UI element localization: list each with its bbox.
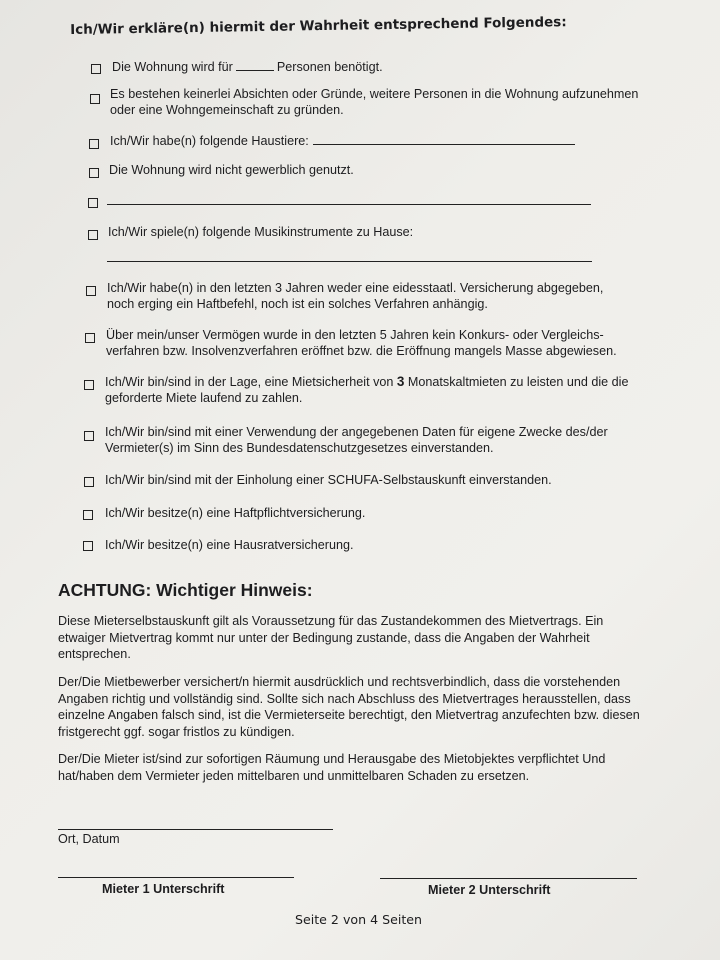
checkbox-instruments[interactable]: [88, 230, 98, 240]
checkbox-persons[interactable]: [91, 64, 101, 74]
warning-paragraph-2: Der/Die Mietbewerber versichert/n hiermit ausdrücklich und rechtsverbindlich, dass die vorstehenden Angaben richtig und vollständig sind. Sollte sich nach Abschluss des Mietvertrages herausstellen, dass einzelne Angaben falsch sind, ist die Vermieterseite berechtigt, den Mietvertrag anzufechten bzw. diesen fristgerecht ggf. sogar fristlos zu kündigen.: [58, 675, 640, 739]
deposit-months-value: 3: [396, 374, 405, 389]
item-instruments: Ich/Wir spiele(n) folgende Musikinstrumente zu Hause:: [108, 225, 414, 239]
item-no-affidavit: Ich/Wir habe(n) in den letzten 3 Jahren weder eine eidesstaatl. Versicherung abgegeben, noch erging ein Haftbefehl, noch ist ein solches Verfahren anhängig.: [107, 281, 604, 311]
checkbox-schufa[interactable]: [84, 477, 94, 487]
tenant2-signature-line[interactable]: [380, 878, 637, 879]
page-heading: Ich/Wir erkläre(n) hiermit der Wahrheit entsprechend Folgendes:: [70, 14, 567, 38]
checkbox-not-commercial[interactable]: [89, 168, 99, 178]
checkbox-household[interactable]: [83, 541, 93, 551]
place-date-line[interactable]: [58, 829, 333, 830]
item-persons: [112, 59, 672, 75]
item-no-more-persons: Es bestehen keinerlei Absichten oder Gründe, weitere Personen in die Wohnung aufzunehmen oder eine Wohngemeinschaft zu gründen.: [110, 87, 639, 117]
item-no-insolvency: Über mein/unser Vermögen wurde in den letzten 5 Jahren kein Konkurs- oder Vergleichs-verfahren bzw. Insolvenzverfahren eröffnet bzw. die Eröffnung mangels Masse abgewiesen.: [106, 328, 617, 358]
checkbox-data-use[interactable]: [84, 431, 94, 441]
checkbox-no-affidavit[interactable]: [86, 286, 96, 296]
item-deposit: [105, 374, 680, 406]
item-deposit-text-end: Monatskaltmieten zu leisten und die die geforderte Miete laufend zu zahlen.: [105, 375, 629, 405]
item-pets: Ich/Wir habe(n) folgende Haustiere:: [110, 134, 309, 148]
checkbox-deposit[interactable]: [84, 380, 94, 390]
item-data-use: Ich/Wir bin/sind mit einer Verwendung der angegebenen Daten für eigene Zwecke des/der Vermieter(s) im Sinn des Bundesdatenschutzgesetzes einverstanden.: [105, 425, 608, 455]
tenant1-signature-line[interactable]: [58, 877, 294, 878]
warning-paragraph-3: Der/Die Mieter ist/sind zur sofortigen Räumung und Herausgabe des Mietobjektes verpflichtet Und hat/haben dem Vermieter jeden mittelbaren und unmittelbaren Schaden zu ersetzen.: [58, 752, 606, 783]
tenant2-signature-label: Mieter 2 Unterschrift: [428, 883, 551, 897]
custom-input-line[interactable]: [107, 204, 591, 205]
persons-blank[interactable]: [236, 70, 274, 71]
checkbox-no-more-persons[interactable]: [90, 94, 100, 104]
pets-input-line[interactable]: [313, 144, 575, 145]
warning-title: ACHTUNG: Wichtiger Hinweis:: [58, 580, 313, 600]
place-date-label: Ort, Datum: [58, 832, 120, 846]
item-schufa: Ich/Wir bin/sind mit der Einholung einer SCHUFA-Selbstauskunft einverstanden.: [105, 473, 552, 487]
page-number: Seite 2 von 4 Seiten: [295, 912, 423, 927]
instruments-input-line[interactable]: [107, 261, 592, 262]
tenant1-signature-label: Mieter 1 Unterschrift: [102, 882, 225, 896]
checkbox-liability[interactable]: [83, 510, 93, 520]
item-household: Ich/Wir besitze(n) eine Hausratversicherung.: [105, 538, 354, 552]
item-deposit-text: Ich/Wir bin/sind in der Lage, eine Mietsicherheit von: [105, 375, 394, 389]
checkbox-pets[interactable]: [89, 139, 99, 149]
warning-paragraph-1: Diese Mieterselbstauskunft gilt als Voraussetzung für das Zustandekommen des Mietvertrags. Ein etwaiger Mietvertrag kommt nur unter der Bedingung zustande, dass die Angaben der Wahrheit entsprechen.: [58, 614, 604, 662]
checkbox-custom[interactable]: [88, 198, 98, 208]
item-persons-text-end: Personen benötigt.: [276, 60, 383, 74]
item-not-commercial: Die Wohnung wird nicht gewerblich genutzt.: [109, 163, 354, 177]
checkbox-no-insolvency[interactable]: [85, 333, 95, 343]
item-persons-text: Die Wohnung wird für: [112, 60, 233, 74]
item-liability: Ich/Wir besitze(n) eine Haftpflichtversicherung.: [105, 506, 366, 520]
